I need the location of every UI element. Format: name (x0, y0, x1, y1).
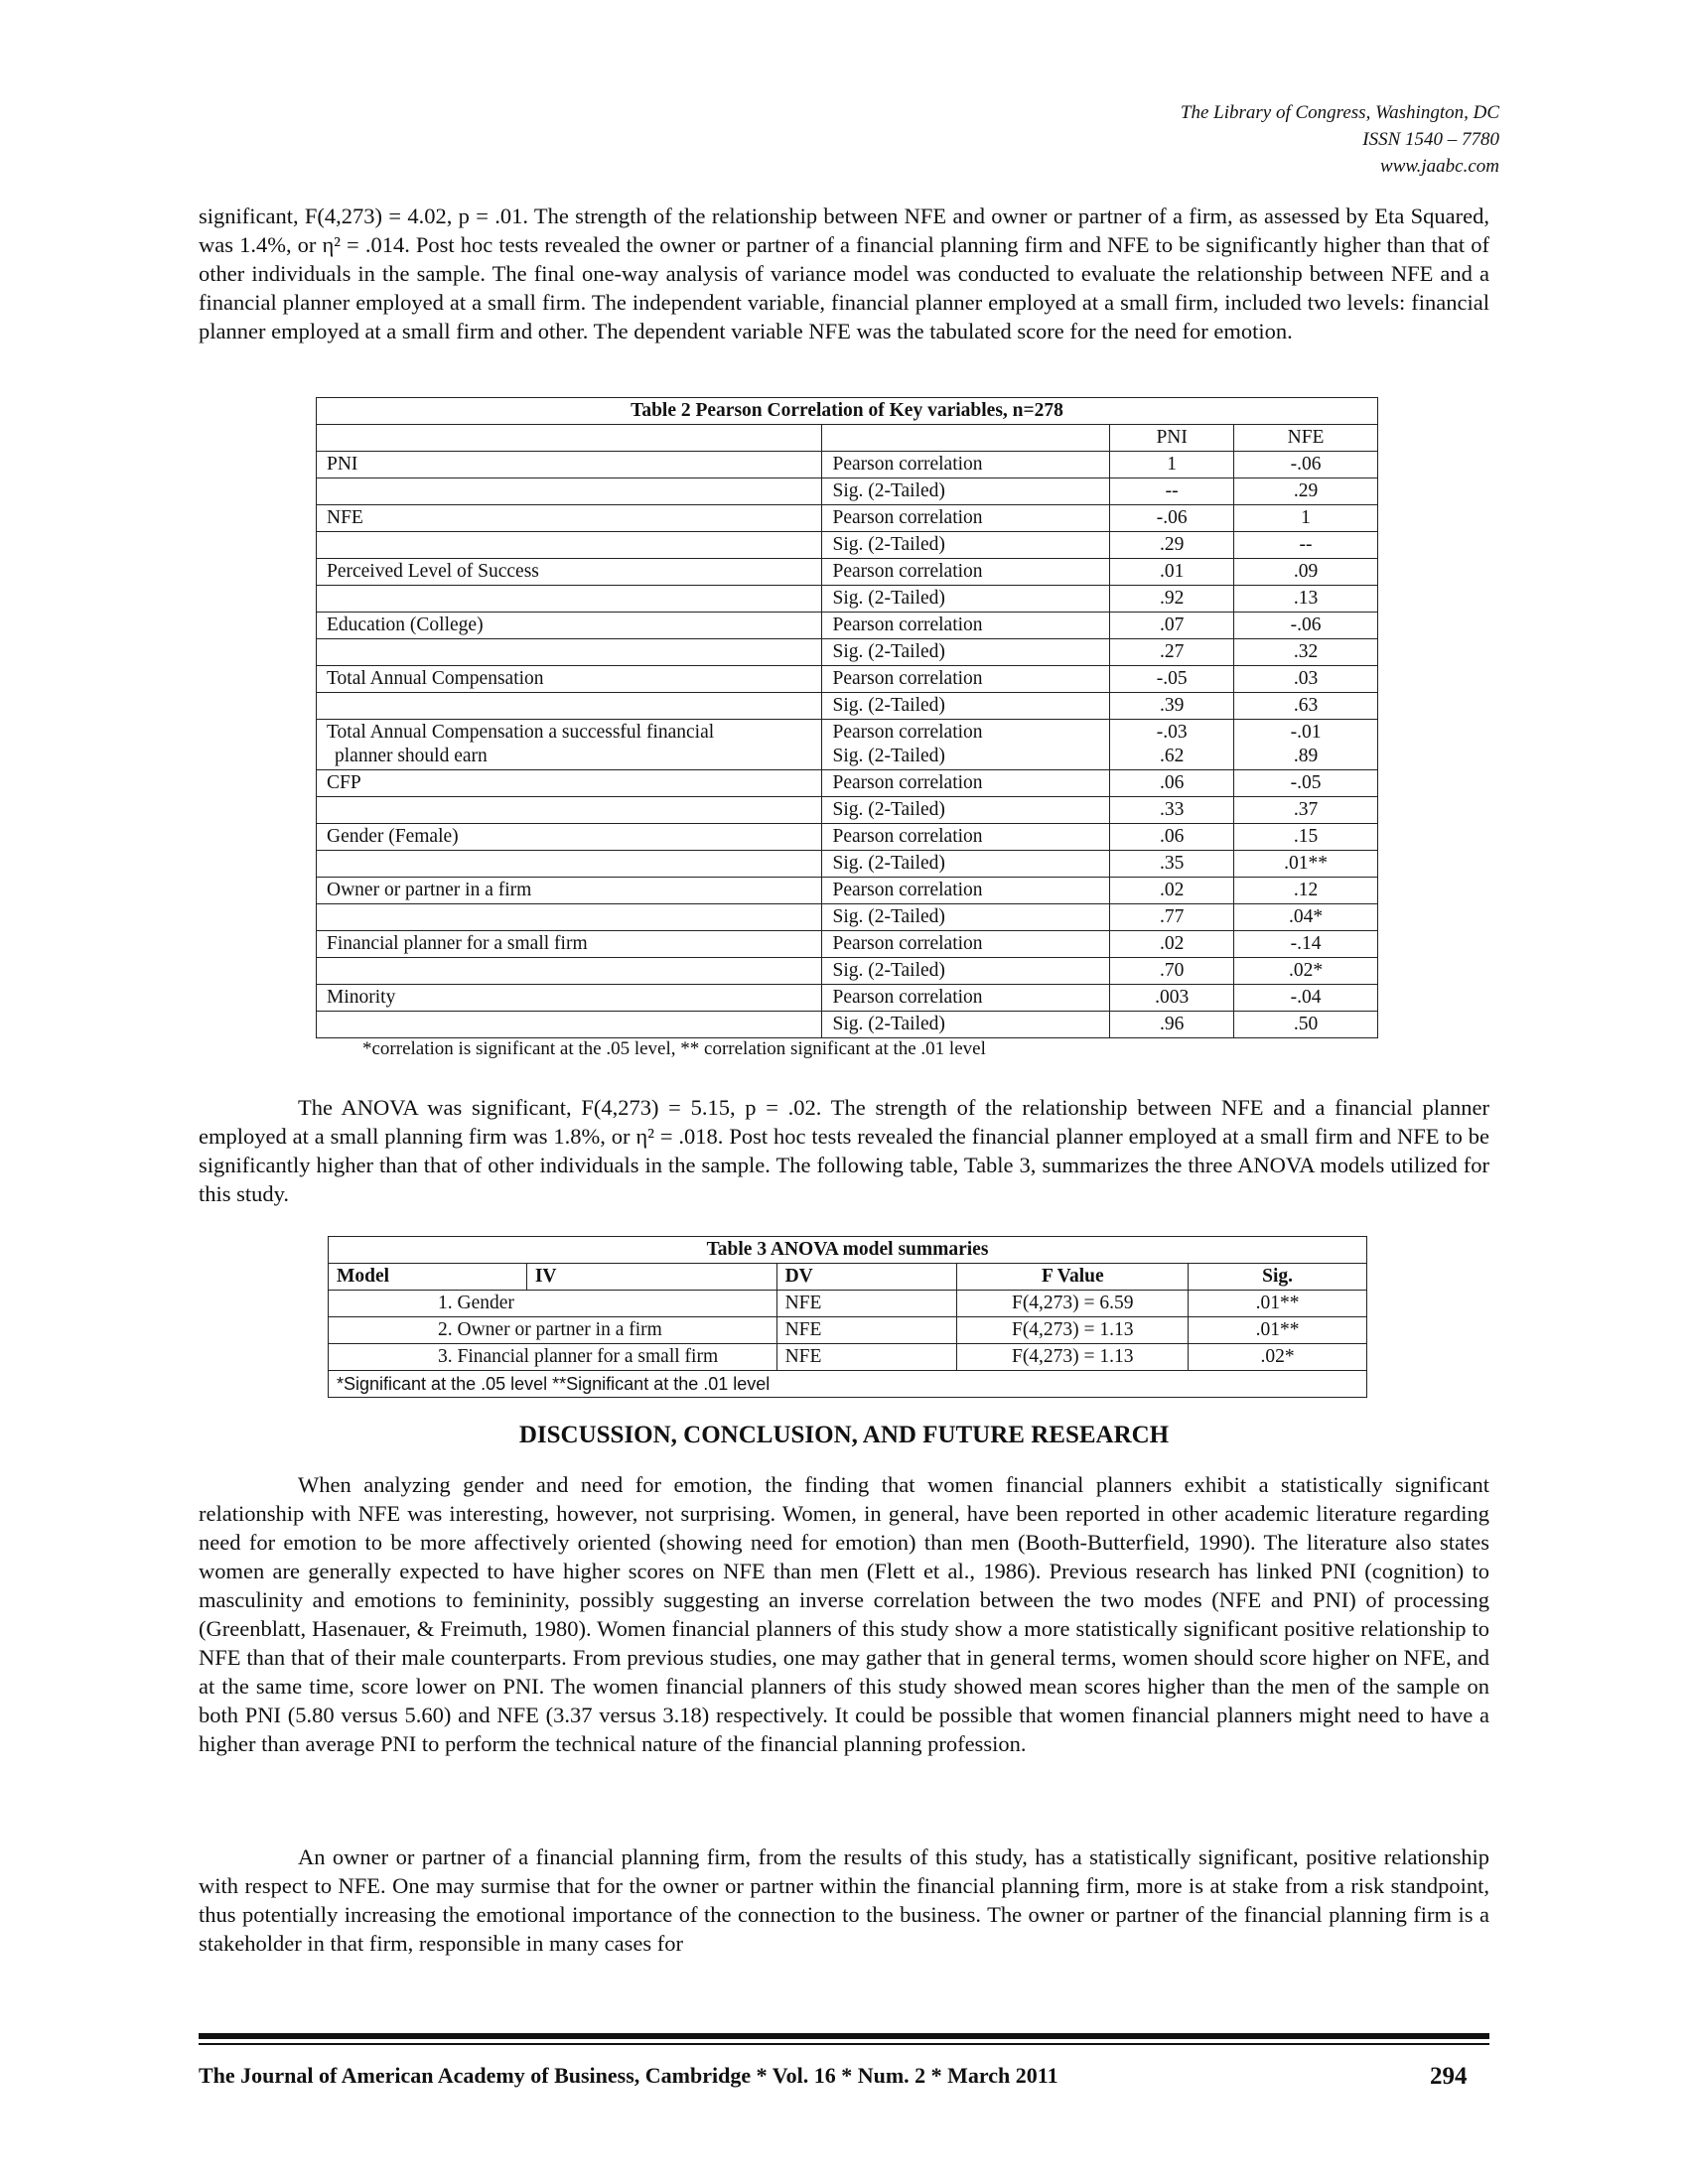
model-f-value: F(4,273) = 1.13 (957, 1317, 1189, 1344)
nfe-r-value: -.05 (1234, 770, 1378, 797)
table-3-footnote: *Significant at the .05 level **Significant at the .01 level (329, 1371, 1367, 1398)
nfe-r-value: .12 (1234, 878, 1378, 904)
table-row (317, 985, 1378, 1012)
table-3-caption: Table 3 ANOVA model summaries (329, 1237, 1367, 1264)
variable-label-line2: planner should earn (335, 746, 488, 766)
variable-label: NFE (317, 505, 822, 532)
stat-label-pearson: Pearson correlation (822, 666, 1110, 693)
stat-label-sig: Sig. (2-Tailed) (822, 478, 1110, 505)
table-row (317, 559, 1378, 586)
table-row (329, 1344, 1367, 1371)
body-paragraph-4: An owner or partner of a financial planning firm, from the results of this study, has a statistically significant, positive relationship with respect to NFE. One may surmise that for the owner or partner within the financial planning firm, more is at stake from a risk standpoint, thus potentially increasing the emotional importance of the connection to the business. The owner or partner of the financial planning firm is a stakeholder in that firm, responsible in many cases for (199, 1844, 1489, 1956)
table-row (317, 639, 1378, 666)
pni-sig-value: .29 (1110, 532, 1234, 559)
body-paragraph-3: When analyzing gender and need for emotion, the finding that women financial planners exhibit a statistically significant relationship with NFE was interesting, however, not surprising. Women, in general, have been reported in other academic literature regarding need for emotion to be more affectively oriented (showing need for emotion) than men (Booth-Butterfield, 1990). The literature also states women are generally expected to have higher scores on NFE than men (Flett et al., 1986). Previous research has linked PNI (cognition) to masculinity and emotions to femininity, possibly suggesting an inverse correlation between the two modes (NFE and PNI) of processing (Greenblatt, Hasenauer, & Freimuth, 1980). Women financial planners of this study show a more statistically significant positive relationship to NFE than that of their male counterparts. From previous studies, one may gather that in general terms, women should score higher on NFE, and at the same time, score lower on PNI. The women financial planners of this study showed mean scores higher than the men of the sample on both PNI (5.80 versus 5.60) and NFE (3.37 versus 3.18) respectively. It could be possible that women financial planners might need to have a higher than average PNI to perform the technical nature of the financial planning profession. (199, 1472, 1489, 1756)
stat-label-sig: Sig. (2-Tailed) (822, 1012, 1110, 1038)
variable-label-empty (317, 586, 822, 613)
header-issn: ISSN 1540 – 7780 (1362, 129, 1499, 150)
model-f-value: F(4,273) = 6.59 (957, 1291, 1189, 1317)
stat-label-pearson: Pearson correlation (822, 824, 1110, 851)
stat-label-sig: Sig. (2-Tailed) (822, 532, 1110, 559)
pni-sig-value: .77 (1110, 904, 1234, 931)
table-row (317, 1012, 1378, 1038)
pni-r-value: .07 (1110, 613, 1234, 639)
pni-sig-value: .33 (1110, 797, 1234, 824)
column-header-pni: PNI (1110, 425, 1234, 452)
stat-label-sig: Sig. (2-Tailed) (822, 693, 1110, 720)
pni-r-value: -.06 (1110, 505, 1234, 532)
variable-label: PNI (317, 452, 822, 478)
nfe-sig-value: .50 (1234, 1012, 1378, 1038)
nfe-r-value: .09 (1234, 559, 1378, 586)
pni-sig-value: .92 (1110, 586, 1234, 613)
variable-label-empty (317, 1012, 822, 1038)
table-row (317, 532, 1378, 559)
nfe-sig-value: .63 (1234, 693, 1378, 720)
stat-label-pearson: Pearson correlation (832, 722, 983, 743)
stat-label-pearson: Pearson correlation (822, 878, 1110, 904)
table-row (317, 586, 1378, 613)
pni-r-value: -.05 (1110, 666, 1234, 693)
column-header-dv: DV (776, 1264, 957, 1291)
variable-label-line1: Total Annual Compensation a successful financial (327, 722, 715, 743)
table-2-caption: Table 2 Pearson Correlation of Key variables, n=278 (317, 398, 1378, 425)
pni-values (1110, 720, 1234, 770)
model-sig: .02* (1189, 1344, 1367, 1371)
stat-label-pearson: Pearson correlation (822, 931, 1110, 958)
model-iv: 1. Gender (329, 1291, 777, 1317)
column-header-model: Model (329, 1264, 527, 1291)
model-f-value: F(4,273) = 1.13 (957, 1344, 1189, 1371)
variable-label-empty (317, 904, 822, 931)
variable-label: Minority (317, 985, 822, 1012)
nfe-sig-value: .32 (1234, 639, 1378, 666)
page-number: 294 (1430, 2063, 1468, 2090)
pni-r-value: .02 (1110, 931, 1234, 958)
nfe-r-value: 1 (1234, 505, 1378, 532)
variable-label: Education (College) (317, 613, 822, 639)
footer-rule-thin (199, 2043, 1489, 2045)
table-row (317, 505, 1378, 532)
stat-label-sig: Sig. (2-Tailed) (832, 746, 945, 766)
nfe-values (1234, 720, 1378, 770)
model-dv: NFE (776, 1344, 957, 1371)
stat-label-sig: Sig. (2-Tailed) (822, 797, 1110, 824)
body-paragraph-1: significant, F(4,273) = 4.02, p = .01. The strength of the relationship between NFE and owner or partner of a firm, as assessed by Eta Squared, was 1.4%, or η² = .014. Post hoc tests revealed the owner or partner of a financial planning firm and NFE to be significantly higher than that of other individuals in the sample. The final one-way analysis of variance model was conducted to evaluate the relationship between NFE and a financial planner employed at a small firm. The independent variable, financial planner employed at a small firm, included two levels: financial planner employed at a small firm and other. The dependent variable NFE was the tabulated score for the need for emotion. (199, 204, 1489, 343)
column-header-sig: Sig. (1189, 1264, 1367, 1291)
nfe-r-value: .15 (1234, 824, 1378, 851)
footer-rule-thick (199, 2033, 1489, 2039)
nfe-sig-value: -- (1234, 532, 1378, 559)
model-iv: 2. Owner or partner in a firm (329, 1317, 777, 1344)
stat-label-sig: Sig. (2-Tailed) (822, 586, 1110, 613)
pni-r-value: .06 (1110, 824, 1234, 851)
nfe-sig-value: .01** (1234, 851, 1378, 878)
section-heading: DISCUSSION, CONCLUSION, AND FUTURE RESEARCH (518, 1422, 1170, 1448)
variable-label (317, 720, 822, 770)
header-website: www.jaabc.com (1380, 156, 1499, 177)
pni-sig-value: .70 (1110, 958, 1234, 985)
variable-label-empty (317, 532, 822, 559)
header-library: The Library of Congress, Washington, DC (1180, 102, 1499, 123)
nfe-r-value: .03 (1234, 666, 1378, 693)
nfe-sig-value: .89 (1293, 746, 1319, 766)
variable-label-empty (317, 797, 822, 824)
table-header-cell (317, 425, 822, 452)
table-row (317, 478, 1378, 505)
table-row (317, 797, 1378, 824)
pni-r-value: .06 (1110, 770, 1234, 797)
model-dv: NFE (776, 1291, 957, 1317)
pni-sig-value: .27 (1110, 639, 1234, 666)
table-row (317, 878, 1378, 904)
table-row (317, 824, 1378, 851)
column-header-f-value: F Value (957, 1264, 1189, 1291)
model-sig: .01** (1189, 1291, 1367, 1317)
model-sig: .01** (1189, 1317, 1367, 1344)
variable-label: CFP (317, 770, 822, 797)
stat-label-sig: Sig. (2-Tailed) (822, 904, 1110, 931)
body-paragraph-2: The ANOVA was significant, F(4,273) = 5.15, p = .02. The strength of the relationship between NFE and a financial planner employed at a small planning firm was 1.8%, or η² = .018. Post hoc tests revealed the financial planner employed at a small firm and NFE to be significantly higher than that of other individuals in the sample. The following table, Table 3, summarizes the three ANOVA models utilized for this study. (199, 1095, 1489, 1206)
table-row (317, 666, 1378, 693)
nfe-sig-value: .02* (1234, 958, 1378, 985)
table-row (317, 720, 1378, 770)
model-iv: 3. Financial planner for a small firm (329, 1344, 777, 1371)
variable-label: Total Annual Compensation (317, 666, 822, 693)
variable-label-empty (317, 478, 822, 505)
stat-label-pearson: Pearson correlation (822, 985, 1110, 1012)
table-row (317, 613, 1378, 639)
table-row (317, 452, 1378, 478)
footer-journal-citation: The Journal of American Academy of Business, Cambridge * Vol. 16 * Num. 2 * March 2011 (199, 2063, 1058, 2088)
table-row (317, 770, 1378, 797)
stat-label-pearson: Pearson correlation (822, 452, 1110, 478)
table-row (329, 1317, 1367, 1344)
table-row (317, 904, 1378, 931)
stat-label-sig: Sig. (2-Tailed) (822, 851, 1110, 878)
pni-r-value: -.03 (1156, 722, 1188, 743)
table-2-footnote: *correlation is significant at the .05 level, ** correlation significant at the .01 level (362, 1038, 986, 1059)
pni-sig-value: .62 (1159, 746, 1185, 766)
nfe-r-value: -.14 (1234, 931, 1378, 958)
column-header-iv: IV (526, 1264, 776, 1291)
nfe-r-value: -.06 (1234, 613, 1378, 639)
model-dv: NFE (776, 1317, 957, 1344)
pni-r-value: .01 (1110, 559, 1234, 586)
table-row (317, 851, 1378, 878)
page-header (1181, 99, 1499, 180)
table-footnote-row (329, 1371, 1367, 1398)
variable-label: Gender (Female) (317, 824, 822, 851)
pni-sig-value: .35 (1110, 851, 1234, 878)
nfe-r-value: -.04 (1234, 985, 1378, 1012)
stat-label-sig: Sig. (2-Tailed) (822, 639, 1110, 666)
variable-label-empty (317, 639, 822, 666)
variable-label: Perceived Level of Success (317, 559, 822, 586)
variable-label: Financial planner for a small firm (317, 931, 822, 958)
pni-sig-value: .39 (1110, 693, 1234, 720)
stat-label-pearson: Pearson correlation (822, 613, 1110, 639)
stat-label-pearson: Pearson correlation (822, 559, 1110, 586)
table-2-pearson-correlation (316, 397, 1378, 1038)
table-header-cell (822, 425, 1110, 452)
table-row (317, 958, 1378, 985)
variable-label-empty (317, 693, 822, 720)
table-row (317, 693, 1378, 720)
pni-r-value: .003 (1110, 985, 1234, 1012)
nfe-sig-value: .13 (1234, 586, 1378, 613)
variable-label-empty (317, 851, 822, 878)
nfe-sig-value: .29 (1234, 478, 1378, 505)
table-row (329, 1291, 1367, 1317)
nfe-r-value: -.01 (1290, 722, 1322, 743)
column-header-nfe: NFE (1234, 425, 1378, 452)
statistic-type (822, 720, 1110, 770)
variable-label: Owner or partner in a firm (317, 878, 822, 904)
pni-sig-value: -- (1110, 478, 1234, 505)
table-3-anova-summaries (328, 1236, 1367, 1398)
stat-label-pearson: Pearson correlation (822, 505, 1110, 532)
stat-label-sig: Sig. (2-Tailed) (822, 958, 1110, 985)
pni-r-value: .02 (1110, 878, 1234, 904)
table-row (317, 931, 1378, 958)
variable-label-empty (317, 958, 822, 985)
pni-r-value: 1 (1110, 452, 1234, 478)
nfe-r-value: -.06 (1234, 452, 1378, 478)
stat-label-pearson: Pearson correlation (822, 770, 1110, 797)
pni-sig-value: .96 (1110, 1012, 1234, 1038)
nfe-sig-value: .04* (1234, 904, 1378, 931)
nfe-sig-value: .37 (1234, 797, 1378, 824)
